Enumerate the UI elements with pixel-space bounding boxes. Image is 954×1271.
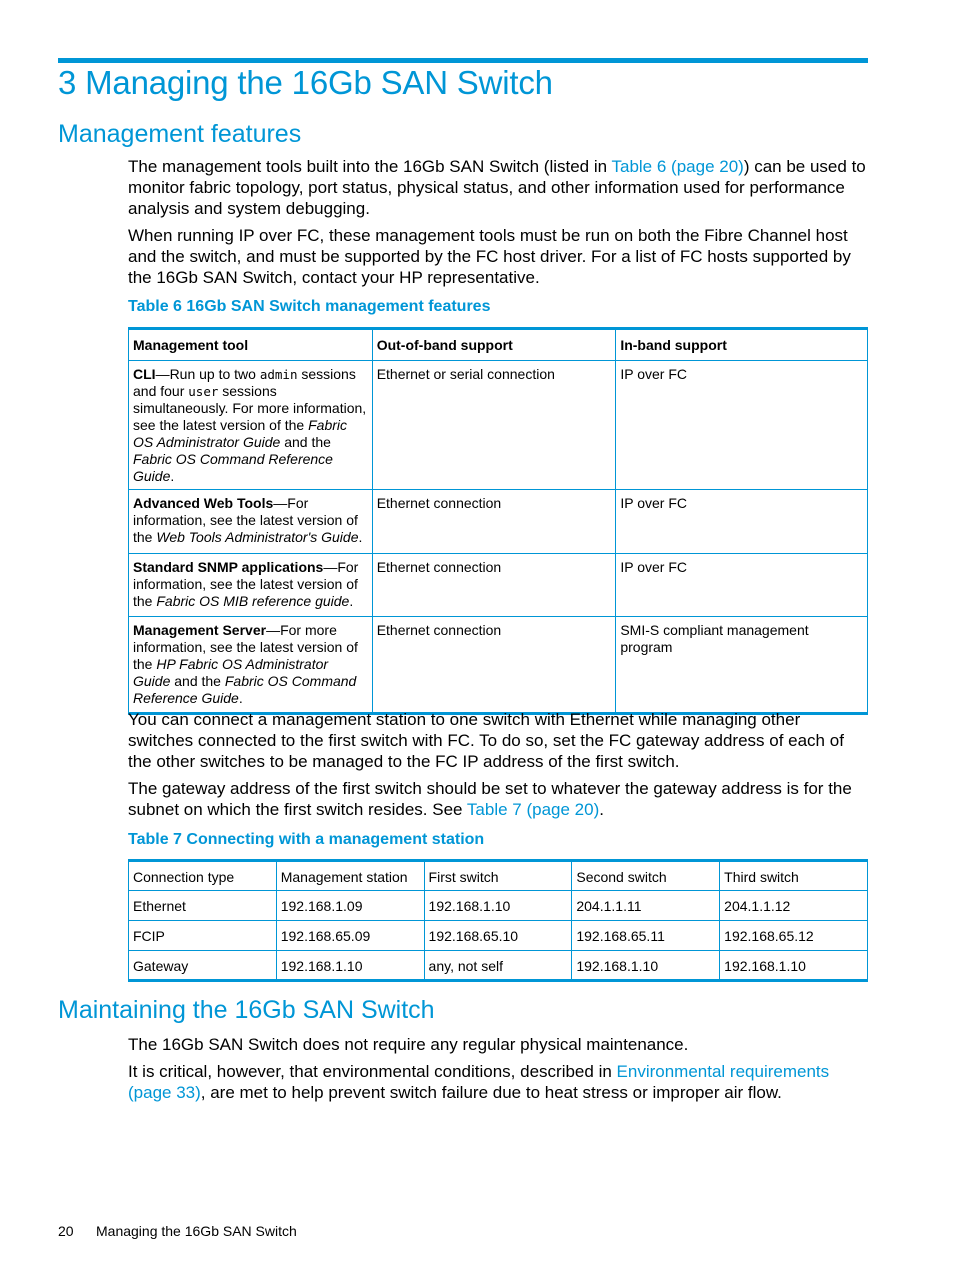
inband-cell: IP over FC <box>616 554 868 617</box>
table-cell: 192.168.1.10 <box>276 951 424 981</box>
chapter-title: 3 Managing the 16Gb SAN Switch <box>58 64 553 101</box>
paragraph-management-station: You can connect a management station to one switch with Ethernet while managing other switches connected to the first switch with FC. To do so, set the FC gateway address of each of the other switches to be managed to the FC IP address of the first switch. <box>128 710 844 771</box>
paragraph-ip-over-fc: When running IP over FC, these management tools must be run on both the Fibre Channel host and the switch, and must be supported by the FC host driver. For a list of FC hosts supported by the 16Gb SAN Switch, contact your HP representative. <box>128 226 851 287</box>
paragraph-intro: The management tools built into the 16Gb SAN Switch (listed in Table 6 (page 20)) can be used to monitor fabric topology, port status, physical status, and other information used for performance analysis and system debugging. <box>128 157 866 218</box>
tool-cell: Management Server—For more information, see the latest version of the HP Fabric OS Administrator Guide and the Fabric OS Command Reference Guide. <box>129 617 373 714</box>
table-row <box>129 921 868 951</box>
header-cell: Management tool <box>129 329 373 361</box>
table-row <box>129 361 868 490</box>
header-cell: Out-of-band support <box>372 329 616 361</box>
table6-caption: Table 6 16Gb SAN Switch management features <box>128 298 491 315</box>
table-cell: 192.168.65.11 <box>572 921 720 951</box>
table-row <box>129 617 868 714</box>
table-cell: 204.1.1.12 <box>720 891 868 921</box>
table-row <box>129 554 868 617</box>
tool-cell: CLI—Run up to two admin sessions and four user sessions simultaneously. For more information, see the latest version of the Fabric OS Administrator Guide and the Fabric OS Command Reference Guide. <box>129 361 373 490</box>
chapter-top-rule <box>58 58 868 63</box>
table-row <box>129 891 868 921</box>
inband-cell: SMI-S compliant management program <box>616 617 868 714</box>
link-table7[interactable]: Table 7 (page 20) <box>466 800 600 819</box>
link-table6[interactable]: Table 6 (page 20) <box>611 157 744 176</box>
table-cell: Second switch <box>572 861 720 891</box>
tool-cell: Standard SNMP applications—For information, see the latest version of the Fabric OS MIB reference guide. <box>129 554 373 617</box>
table-cell: FCIP <box>129 921 277 951</box>
page-number: 20 <box>58 1223 74 1239</box>
table-cell: 192.168.1.10 <box>720 951 868 981</box>
paragraph-maintenance: The 16Gb SAN Switch does not require any regular physical maintenance. <box>128 1035 689 1054</box>
oob-cell: Ethernet connection <box>372 617 616 714</box>
table-cell: First switch <box>424 861 572 891</box>
table-row <box>129 490 868 554</box>
table-header-row <box>129 329 868 361</box>
table-cell: Ethernet <box>129 891 277 921</box>
table-cell: 204.1.1.11 <box>572 891 720 921</box>
link-environmental-requirements[interactable]: Environmental requirements (page 33) <box>128 1062 830 1102</box>
table-cell: Third switch <box>720 861 868 891</box>
inband-cell: IP over FC <box>616 361 868 490</box>
table-cell: 192.168.65.10 <box>424 921 572 951</box>
footer-title: Managing the 16Gb SAN Switch <box>96 1223 297 1239</box>
table-row <box>129 951 868 981</box>
header-cell: In-band support <box>616 329 868 361</box>
table-cell: any, not self <box>424 951 572 981</box>
inband-cell: IP over FC <box>616 490 868 554</box>
paragraph-environment: It is critical, however, that environmental conditions, described in Environmental requirements (page 33), are met to help prevent switch failure due to heat stress or improper air flow. <box>128 1062 830 1102</box>
table-cell: Management station <box>276 861 424 891</box>
management-features-table <box>128 327 868 715</box>
table-cell: 192.168.65.09 <box>276 921 424 951</box>
connection-table <box>128 859 868 982</box>
table-cell: 192.168.1.10 <box>572 951 720 981</box>
table-row <box>129 861 868 891</box>
page-footer <box>58 1223 297 1239</box>
oob-cell: Ethernet connection <box>372 490 616 554</box>
section-title-management-features: Management features <box>58 120 302 148</box>
oob-cell: Ethernet or serial connection <box>372 361 616 490</box>
table-cell: 192.168.1.09 <box>276 891 424 921</box>
table-cell: Connection type <box>129 861 277 891</box>
table7-caption: Table 7 Connecting with a management station <box>128 831 485 848</box>
section-title-maintaining: Maintaining the 16Gb SAN Switch <box>58 996 435 1024</box>
table-cell: 192.168.65.12 <box>720 921 868 951</box>
table-cell: Gateway <box>129 951 277 981</box>
tool-cell: Advanced Web Tools—For information, see the latest version of the Web Tools Administrator's Guide. <box>129 490 373 554</box>
paragraph-gateway: The gateway address of the first switch should be set to whatever the gateway address is for the subnet on which the first switch resides. See Table 7 (page 20). <box>128 779 852 819</box>
oob-cell: Ethernet connection <box>372 554 616 617</box>
table-cell: 192.168.1.10 <box>424 891 572 921</box>
